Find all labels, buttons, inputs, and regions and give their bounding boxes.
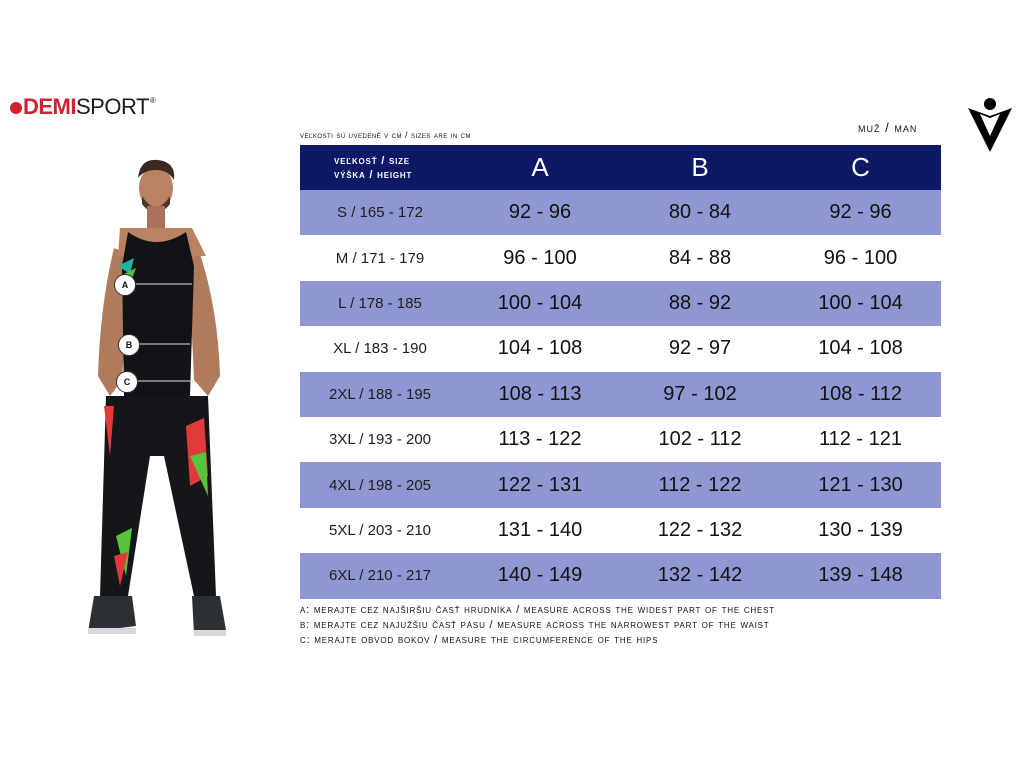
value-a-cell: 131 - 140 <box>497 518 583 541</box>
value-c-cell: 112 - 121 <box>818 428 903 451</box>
header-size-label: veľkosť / size <box>334 154 410 167</box>
unit-note: veľkosti sú uvedené v cm / sizes are in cm <box>300 130 472 140</box>
value-c-cell: 96 - 100 <box>823 246 898 269</box>
note-a: a: merajte cez najširšiu časť hrudníka / measure across the widest part of the chest <box>300 604 775 616</box>
size-cell: L / 178 - 185 <box>300 281 460 326</box>
gender-label: muž / man <box>858 120 918 135</box>
athlete-illustration <box>80 156 250 646</box>
size-chart-table <box>300 145 941 599</box>
size-cell: XL / 183 - 190 <box>333 340 427 358</box>
table-row <box>300 553 941 598</box>
marker-b: B <box>118 334 140 356</box>
note-c: c: merajte obvod bokov / measure the circumference of the hips <box>300 634 659 646</box>
value-b-cell: 102 - 112 <box>658 428 742 451</box>
value-b-cell: 132 - 142 <box>620 553 780 598</box>
value-c-cell: 108 - 112 <box>780 372 941 417</box>
value-a-cell: 96 - 100 <box>503 246 577 269</box>
value-c-cell: 121 - 130 <box>780 462 941 507</box>
value-c-cell: 139 - 148 <box>780 553 941 598</box>
value-a-cell: 100 - 104 <box>460 281 620 326</box>
header-size-height <box>300 145 460 190</box>
value-a-cell: 122 - 131 <box>460 462 620 507</box>
value-b-cell: 80 - 84 <box>620 190 780 235</box>
size-cell: 4XL / 198 - 205 <box>300 462 460 507</box>
value-b-cell: 88 - 92 <box>620 281 780 326</box>
value-b-cell: 92 - 97 <box>668 337 732 360</box>
table-header-row <box>300 145 941 190</box>
marker-c: C <box>116 371 138 393</box>
size-cell: M / 171 - 179 <box>335 249 425 267</box>
value-a-cell: 140 - 149 <box>460 553 620 598</box>
marker-a: A <box>114 274 136 296</box>
size-cell: S / 165 - 172 <box>300 190 460 235</box>
header-col-c: C <box>780 145 941 190</box>
value-a-cell: 113 - 122 <box>498 428 582 451</box>
header-col-b: B <box>620 145 780 190</box>
table-row <box>300 462 941 507</box>
header-col-a: A <box>460 145 620 190</box>
value-c-cell: 130 - 139 <box>818 518 903 541</box>
value-b-cell: 122 - 132 <box>657 518 743 541</box>
note-b: b: merajte cez najužšiu časť pásu / measure across the narrowest part of the waist <box>300 619 770 631</box>
value-c-cell: 104 - 108 <box>818 337 903 360</box>
logo-text-sport: SPORT <box>76 94 149 119</box>
value-a-cell: 92 - 96 <box>460 190 620 235</box>
logo-text-demi: DEMI <box>23 94 76 119</box>
value-a-cell: 108 - 113 <box>460 372 620 417</box>
value-c-cell: 100 - 104 <box>780 281 941 326</box>
size-cell: 3XL / 193 - 200 <box>328 431 432 449</box>
size-cell: 6XL / 210 - 217 <box>300 553 460 598</box>
size-cell: 5XL / 203 - 210 <box>328 521 432 539</box>
measurement-notes <box>300 603 775 648</box>
value-a-cell: 104 - 108 <box>497 337 583 360</box>
table-row <box>300 417 941 462</box>
table-row <box>300 326 941 371</box>
value-b-cell: 97 - 102 <box>620 372 780 417</box>
athlete-figure <box>80 156 250 646</box>
table-row <box>300 190 941 235</box>
header-height-label: výška / height <box>334 168 413 181</box>
table-row <box>300 372 941 417</box>
logo-dot-icon <box>10 102 22 114</box>
size-cell: 2XL / 188 - 195 <box>300 372 460 417</box>
value-c-cell: 92 - 96 <box>780 190 941 235</box>
table-row <box>300 235 941 280</box>
table-row <box>300 281 941 326</box>
macron-hero-logo-icon <box>966 96 1014 152</box>
value-b-cell: 112 - 122 <box>620 462 780 507</box>
value-b-cell: 84 - 88 <box>668 246 732 269</box>
demisport-logo <box>10 94 155 120</box>
table-row <box>300 508 941 553</box>
registered-mark: ® <box>149 96 156 105</box>
